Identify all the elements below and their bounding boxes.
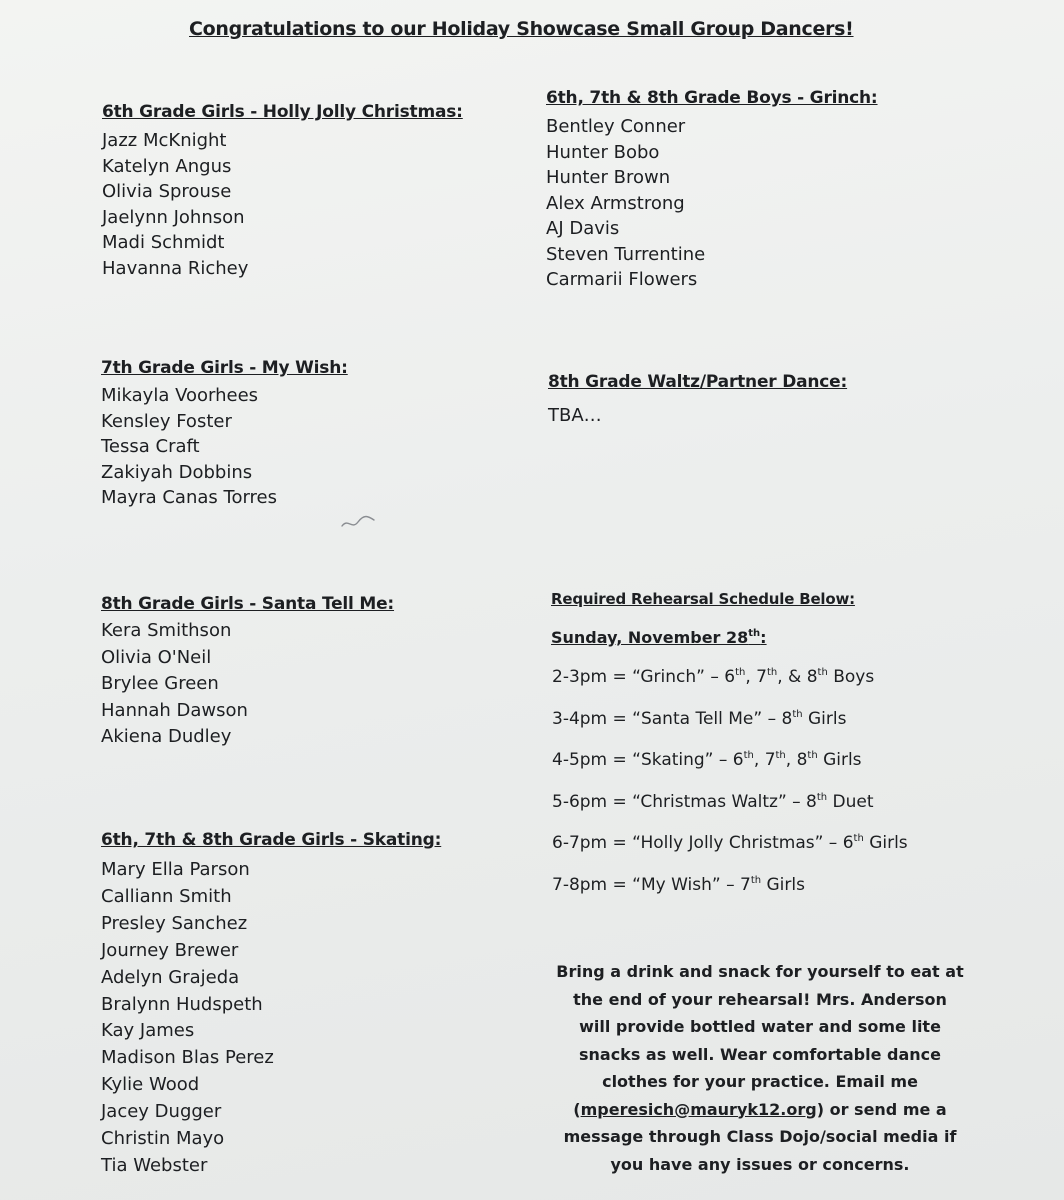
group-names-boys <box>546 114 705 293</box>
schedule-list <box>552 667 908 916</box>
dancer-name: Mikayla Voorhees <box>101 385 259 406</box>
email-link[interactable]: mperesich@mauryk12.org <box>580 1099 817 1119</box>
group-heading-6th-grade-girls: 6th Grade Girls - Holly Jolly Christmas: <box>102 102 463 122</box>
schedule-date: Sunday, November 28th: <box>551 628 767 647</box>
schedule-item: 4-5pm = “Skating” – 6th, 7th, 8th Girls <box>552 750 862 770</box>
dancer-name: Katelyn Angus <box>102 155 232 177</box>
dancer-name: TBA… <box>548 405 602 426</box>
dancer-name: Jaelynn Johnson <box>102 206 245 228</box>
dancer-name: Zakiyah Dobbins <box>101 461 253 483</box>
group-heading-waltz: 8th Grade Waltz/Partner Dance: <box>548 372 848 392</box>
dancer-name: Brylee Green <box>101 673 219 694</box>
group-names-6th-grade-girls <box>102 128 248 281</box>
schedule-item: 5-6pm = “Christmas Waltz” – 8th Duet <box>552 791 874 812</box>
dancer-name: Steven Turrentine <box>546 243 706 265</box>
group-heading-boys: 6th, 7th & 8th Grade Boys - Grinch: <box>546 88 878 108</box>
dancer-name: Mary Ella Parson <box>101 859 250 880</box>
dancer-name: Calliann Smith <box>101 885 232 907</box>
dancer-name: Jacey Dugger <box>101 1101 222 1123</box>
dancer-name: Alex Armstrong <box>546 192 685 214</box>
page-title: Congratulations to our Holiday Showcase Small Group Dancers! <box>189 18 854 40</box>
group-names-waltz <box>548 403 602 429</box>
dancer-name: Kylie Wood <box>101 1074 200 1096</box>
dancer-name: Madison Blas Perez <box>101 1047 274 1069</box>
dancer-name: Hunter Brown <box>546 167 671 188</box>
dancer-name: Olivia O'Neil <box>101 646 212 668</box>
group-heading-skating: 6th, 7th & 8th Grade Girls - Skating: <box>101 830 442 850</box>
dancer-name: Mayra Canas Torres <box>101 487 277 508</box>
group-heading-8th-grade-girls: 8th Grade Girls - Santa Tell Me: <box>101 594 395 614</box>
dancer-name: Bralynn Hudspeth <box>101 993 263 1015</box>
dancer-name: Tia Webster <box>101 1154 208 1176</box>
dancer-name: Hannah Dawson <box>101 699 248 721</box>
dancer-name: Kay James <box>101 1020 195 1042</box>
dancer-name: Akiena Dudley <box>101 726 232 747</box>
dancer-name: Adelyn Grajeda <box>101 966 240 988</box>
dancer-name: Presley Sanchez <box>101 912 248 934</box>
dancer-name: Havanna Richey <box>102 257 249 279</box>
rehearsal-note: Bring a drink and snack for yourself to eat at the end of your rehearsal! Mrs. Anderson will provide bottled water and some lite snacks as well. Wear comfortable dance clothes for your practice. Email me (mperesich@mauryk12.org) or send me a message through Class Dojo/social media if you have any issues or concerns. <box>556 962 964 1174</box>
schedule-item: 2-3pm = “Grinch” – 6th, 7th, & 8th Boys <box>552 667 875 687</box>
group-heading-7th-grade-girls: 7th Grade Girls - My Wish: <box>101 358 348 378</box>
dancer-name: Tessa Craft <box>101 436 200 457</box>
dancer-name: Journey Brewer <box>101 939 239 961</box>
group-names-7th-grade-girls <box>101 383 277 511</box>
schedule-item: 6-7pm = “Holly Jolly Christmas” – 6th Girls <box>552 833 908 853</box>
group-names-skating <box>101 857 274 1180</box>
dancer-name: Madi Schmidt <box>102 232 225 253</box>
dancer-name: Kera Smithson <box>101 620 232 641</box>
dancer-name: Carmarii Flowers <box>546 269 698 290</box>
group-names-8th-grade-girls <box>101 618 248 751</box>
pen-mark <box>340 512 376 532</box>
dancer-name: Christin Mayo <box>101 1128 225 1150</box>
dancer-name: Hunter Bobo <box>546 141 660 163</box>
dancer-name: Jazz McKnight <box>102 130 227 151</box>
schedule-title: Required Rehearsal Schedule Below: <box>551 590 855 608</box>
dancer-name: Kensley Foster <box>101 410 232 432</box>
schedule-item: 3-4pm = “Santa Tell Me” – 8th Girls <box>552 708 847 729</box>
schedule-item: 7-8pm = “My Wish” – 7th Girls <box>552 874 805 895</box>
dancer-name: AJ Davis <box>546 218 620 239</box>
dancer-name: Bentley Conner <box>546 116 686 137</box>
dancer-name: Olivia Sprouse <box>102 181 232 202</box>
